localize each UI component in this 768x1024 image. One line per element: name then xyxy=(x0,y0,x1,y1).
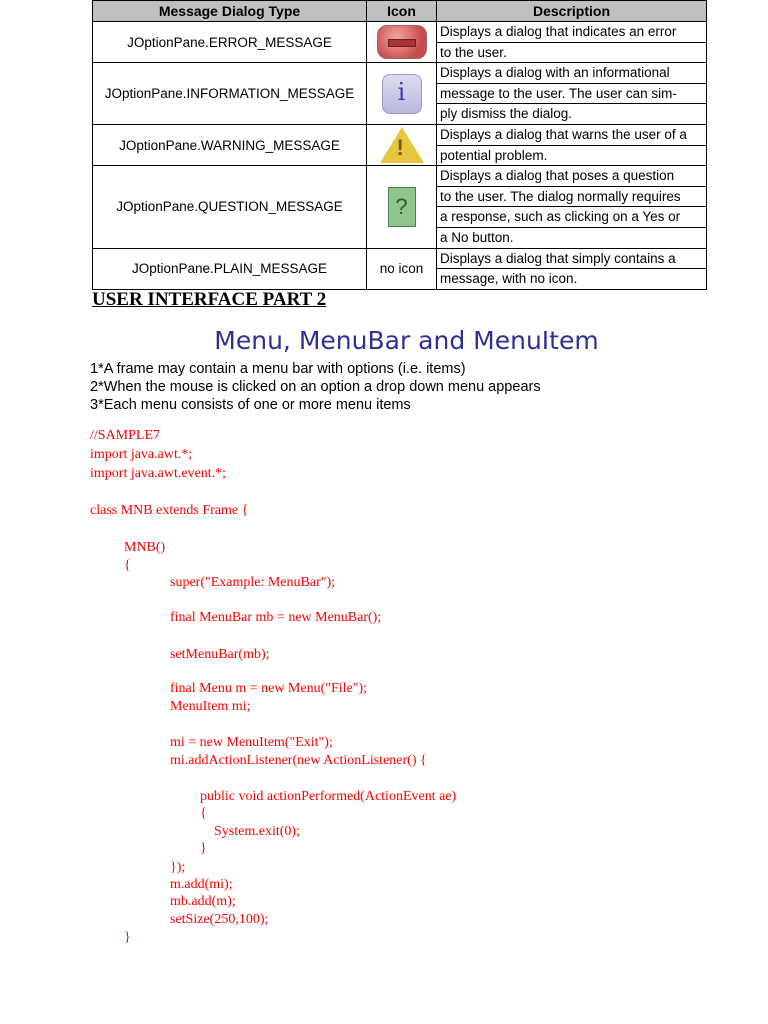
code-line: }); xyxy=(170,860,186,875)
code-line: mb.add(m); xyxy=(170,894,236,909)
code-line: m.add(mi); xyxy=(170,877,233,892)
message-dialog-table xyxy=(92,0,707,290)
table-row xyxy=(93,22,707,63)
code-line: { xyxy=(200,806,207,821)
code-line: class MNB extends Frame { xyxy=(90,503,249,518)
information-icon xyxy=(382,74,422,114)
table-row xyxy=(93,124,707,165)
code-line: mi.addActionListener(new ActionListener() { xyxy=(170,753,427,768)
bullet-item: 2*When the mouse is clicked on an option a drop down menu appears xyxy=(90,379,541,395)
code-line: final MenuBar mb = new MenuBar(); xyxy=(170,610,382,625)
slide-title: Menu, MenuBar and MenuItem xyxy=(214,326,599,355)
table-row xyxy=(93,248,707,289)
code-line: final Menu m = new Menu("File"); xyxy=(170,681,368,696)
message-type-cell: JOptionPane.PLAIN_MESSAGE xyxy=(93,248,367,289)
header-description: Description xyxy=(437,1,707,22)
code-line: MNB() xyxy=(124,540,166,555)
error-icon xyxy=(377,25,427,59)
code-line: mi = new MenuItem("Exit"); xyxy=(170,735,333,750)
message-type-cell: JOptionPane.WARNING_MESSAGE xyxy=(93,124,367,165)
message-type-cell: JOptionPane.ERROR_MESSAGE xyxy=(93,22,367,63)
message-type-cell: JOptionPane.INFORMATION_MESSAGE xyxy=(93,63,367,125)
description-cell: Displays a dialog that poses a question to the user. The dialog normally requires a response, such as clicking on a Yes or a No button. xyxy=(437,166,707,248)
code-line: setSize(250,100); xyxy=(170,912,269,927)
code-line: } xyxy=(124,930,131,945)
bullet-list xyxy=(90,360,541,414)
description-cell: Displays a dialog that simply contains a message, with no icon. xyxy=(437,248,707,289)
code-line: MenuItem mi; xyxy=(170,699,251,714)
question-icon xyxy=(388,187,416,227)
code-line: setMenuBar(mb); xyxy=(170,647,270,662)
table-row xyxy=(93,63,707,125)
warning-icon xyxy=(380,127,424,163)
table-row xyxy=(93,166,707,248)
code-line: //SAMPLE7 xyxy=(90,428,161,443)
header-message-dialog-type: Message Dialog Type xyxy=(93,1,367,22)
code-line: super("Example: MenuBar"); xyxy=(170,575,335,590)
table-header-row xyxy=(93,1,707,22)
code-line: import java.awt.event.*; xyxy=(90,466,227,481)
code-line: { xyxy=(124,558,131,573)
description-cell: Displays a dialog that indicates an error to the user. xyxy=(437,22,707,63)
code-line: } xyxy=(200,841,207,856)
header-icon: Icon xyxy=(367,1,437,22)
section-heading: USER INTERFACE PART 2 xyxy=(92,289,327,310)
no-icon-cell: no icon xyxy=(367,248,437,289)
code-line: import java.awt.*; xyxy=(90,447,193,462)
description-cell: Displays a dialog with an informational message to the user. The user can sim- ply dismiss the dialog. xyxy=(437,63,707,125)
code-line: System.exit(0); xyxy=(214,824,300,839)
message-type-cell: JOptionPane.QUESTION_MESSAGE xyxy=(93,166,367,248)
description-cell: Displays a dialog that warns the user of a potential problem. xyxy=(437,124,707,165)
code-line: public void actionPerformed(ActionEvent ae) xyxy=(200,789,457,804)
bullet-item: 3*Each menu consists of one or more menu items xyxy=(90,397,411,413)
bullet-item: 1*A frame may contain a menu bar with options (i.e. items) xyxy=(90,361,466,377)
